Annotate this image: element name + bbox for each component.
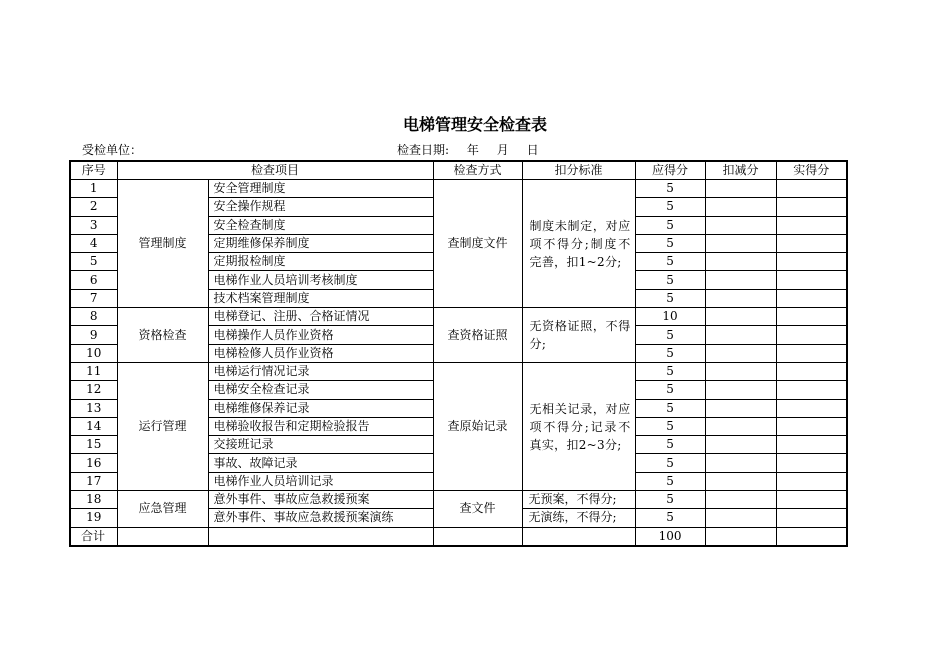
header-standard: 扣分标准 <box>522 161 635 180</box>
row-deduction <box>705 234 776 252</box>
row-item: 定期报检制度 <box>208 253 433 271</box>
row-actual <box>776 271 847 289</box>
date-month: 月 <box>496 143 509 157</box>
row-no: 1 <box>70 180 117 198</box>
group-method: 查资格证照 <box>433 308 522 363</box>
row-score: 5 <box>635 454 705 472</box>
inspection-date-label <box>397 141 553 159</box>
row-no: 5 <box>70 253 117 271</box>
date-label: 检查日期: <box>397 143 450 157</box>
row-item: 电梯运行情况记录 <box>208 362 433 380</box>
date-day: 日 <box>526 143 539 157</box>
row-score: 5 <box>635 399 705 417</box>
row-score: 5 <box>635 289 705 307</box>
row-no: 8 <box>70 308 117 326</box>
row-deduction <box>705 491 776 509</box>
row-deduction <box>705 308 776 326</box>
header-due-score: 应得分 <box>635 161 705 180</box>
row-item: 电梯操作人员作业资格 <box>208 326 433 344</box>
row-deduction <box>705 381 776 399</box>
row-score: 5 <box>635 271 705 289</box>
row-no: 14 <box>70 417 117 435</box>
row-item: 电梯作业人员培训考核制度 <box>208 271 433 289</box>
row-no: 16 <box>70 454 117 472</box>
row-actual <box>776 399 847 417</box>
group-standard: 无相关记录，对应项不得分;记录不真实，扣2~3分; <box>522 362 635 490</box>
total-group-cell <box>117 527 208 546</box>
row-item: 安全检查制度 <box>208 216 433 234</box>
row-item: 安全管理制度 <box>208 180 433 198</box>
total-row <box>70 527 847 546</box>
row-score: 5 <box>635 472 705 490</box>
inspected-unit-label: 受检单位： <box>82 143 143 157</box>
row-no: 18 <box>70 491 117 509</box>
row-score: 5 <box>635 180 705 198</box>
document-title: 电梯管理安全检查表 <box>402 115 547 134</box>
header-deduction: 扣减分 <box>705 161 776 180</box>
row-deduction <box>705 289 776 307</box>
row-deduction <box>705 417 776 435</box>
row-actual <box>776 326 847 344</box>
row-actual <box>776 289 847 307</box>
row-standard: 无预案，不得分; <box>522 491 635 509</box>
inspection-table <box>69 160 848 547</box>
group-method: 查制度文件 <box>433 180 522 308</box>
table-row <box>70 308 847 326</box>
row-no: 6 <box>70 271 117 289</box>
row-actual <box>776 454 847 472</box>
row-item: 意外事件、事故应急救援预案演练 <box>208 509 433 527</box>
header-actual-score: 实得分 <box>776 161 847 180</box>
group-standard: 制度未制定，对应项不得分;制度不完善，扣1~2分; <box>522 180 635 308</box>
row-score: 5 <box>635 198 705 216</box>
row-actual <box>776 509 847 527</box>
group-name: 资格检查 <box>117 308 208 363</box>
table-row <box>70 362 847 380</box>
header-method: 检查方式 <box>433 161 522 180</box>
row-deduction <box>705 399 776 417</box>
total-score: 100 <box>635 527 705 546</box>
row-score: 5 <box>635 417 705 435</box>
row-item: 交接班记录 <box>208 436 433 454</box>
row-item: 电梯安全检查记录 <box>208 381 433 399</box>
row-actual <box>776 417 847 435</box>
row-actual <box>776 491 847 509</box>
row-item: 电梯验收报告和定期检验报告 <box>208 417 433 435</box>
row-no: 3 <box>70 216 117 234</box>
row-item: 电梯维修保养记录 <box>208 399 433 417</box>
date-year: 年 <box>466 143 479 157</box>
row-score: 5 <box>635 436 705 454</box>
row-no: 13 <box>70 399 117 417</box>
group-name: 运行管理 <box>117 362 208 490</box>
row-deduction <box>705 271 776 289</box>
row-no: 11 <box>70 362 117 380</box>
row-score: 5 <box>635 234 705 252</box>
row-score: 10 <box>635 308 705 326</box>
row-actual <box>776 472 847 490</box>
row-no: 10 <box>70 344 117 362</box>
row-actual <box>776 436 847 454</box>
row-item: 意外事件、事故应急救援预案 <box>208 491 433 509</box>
group-name: 管理制度 <box>117 180 208 308</box>
row-item: 电梯作业人员培训记录 <box>208 472 433 490</box>
total-method-cell <box>433 527 522 546</box>
row-item: 电梯登记、注册、合格证情况 <box>208 308 433 326</box>
row-no: 12 <box>70 381 117 399</box>
row-actual <box>776 180 847 198</box>
row-deduction <box>705 216 776 234</box>
row-standard: 无演练，不得分; <box>522 509 635 527</box>
row-no: 2 <box>70 198 117 216</box>
row-item: 安全操作规程 <box>208 198 433 216</box>
row-deduction <box>705 198 776 216</box>
row-score: 5 <box>635 216 705 234</box>
header-no: 序号 <box>70 161 117 180</box>
row-no: 19 <box>70 509 117 527</box>
row-deduction <box>705 326 776 344</box>
table-header-row <box>70 161 847 180</box>
header-item: 检查项目 <box>117 161 433 180</box>
row-score: 5 <box>635 253 705 271</box>
row-actual <box>776 381 847 399</box>
row-deduction <box>705 436 776 454</box>
row-score: 5 <box>635 491 705 509</box>
row-no: 9 <box>70 326 117 344</box>
row-deduction <box>705 472 776 490</box>
row-item: 定期维修保养制度 <box>208 234 433 252</box>
table-row <box>70 491 847 509</box>
row-no: 15 <box>70 436 117 454</box>
total-label: 合计 <box>70 527 117 546</box>
group-name: 应急管理 <box>117 491 208 528</box>
row-deduction <box>705 509 776 527</box>
row-score: 5 <box>635 381 705 399</box>
row-actual <box>776 362 847 380</box>
group-method: 查原始记录 <box>433 362 522 490</box>
row-no: 17 <box>70 472 117 490</box>
row-item: 电梯检修人员作业资格 <box>208 344 433 362</box>
row-deduction <box>705 454 776 472</box>
row-score: 5 <box>635 344 705 362</box>
total-deduction <box>705 527 776 546</box>
row-actual <box>776 216 847 234</box>
row-actual <box>776 253 847 271</box>
total-standard-cell <box>522 527 635 546</box>
row-deduction <box>705 180 776 198</box>
total-actual <box>776 527 847 546</box>
row-score: 5 <box>635 362 705 380</box>
row-actual <box>776 308 847 326</box>
row-deduction <box>705 253 776 271</box>
row-score: 5 <box>635 326 705 344</box>
row-score: 5 <box>635 509 705 527</box>
group-standard: 无资格证照，不得分; <box>522 308 635 363</box>
total-item-cell <box>208 527 433 546</box>
row-deduction <box>705 344 776 362</box>
group-method: 查文件 <box>433 491 522 528</box>
table-row <box>70 180 847 198</box>
row-no: 7 <box>70 289 117 307</box>
row-actual <box>776 234 847 252</box>
row-actual <box>776 198 847 216</box>
row-item: 事故、故障记录 <box>208 454 433 472</box>
row-deduction <box>705 362 776 380</box>
row-item: 技术档案管理制度 <box>208 289 433 307</box>
row-actual <box>776 344 847 362</box>
row-no: 4 <box>70 234 117 252</box>
